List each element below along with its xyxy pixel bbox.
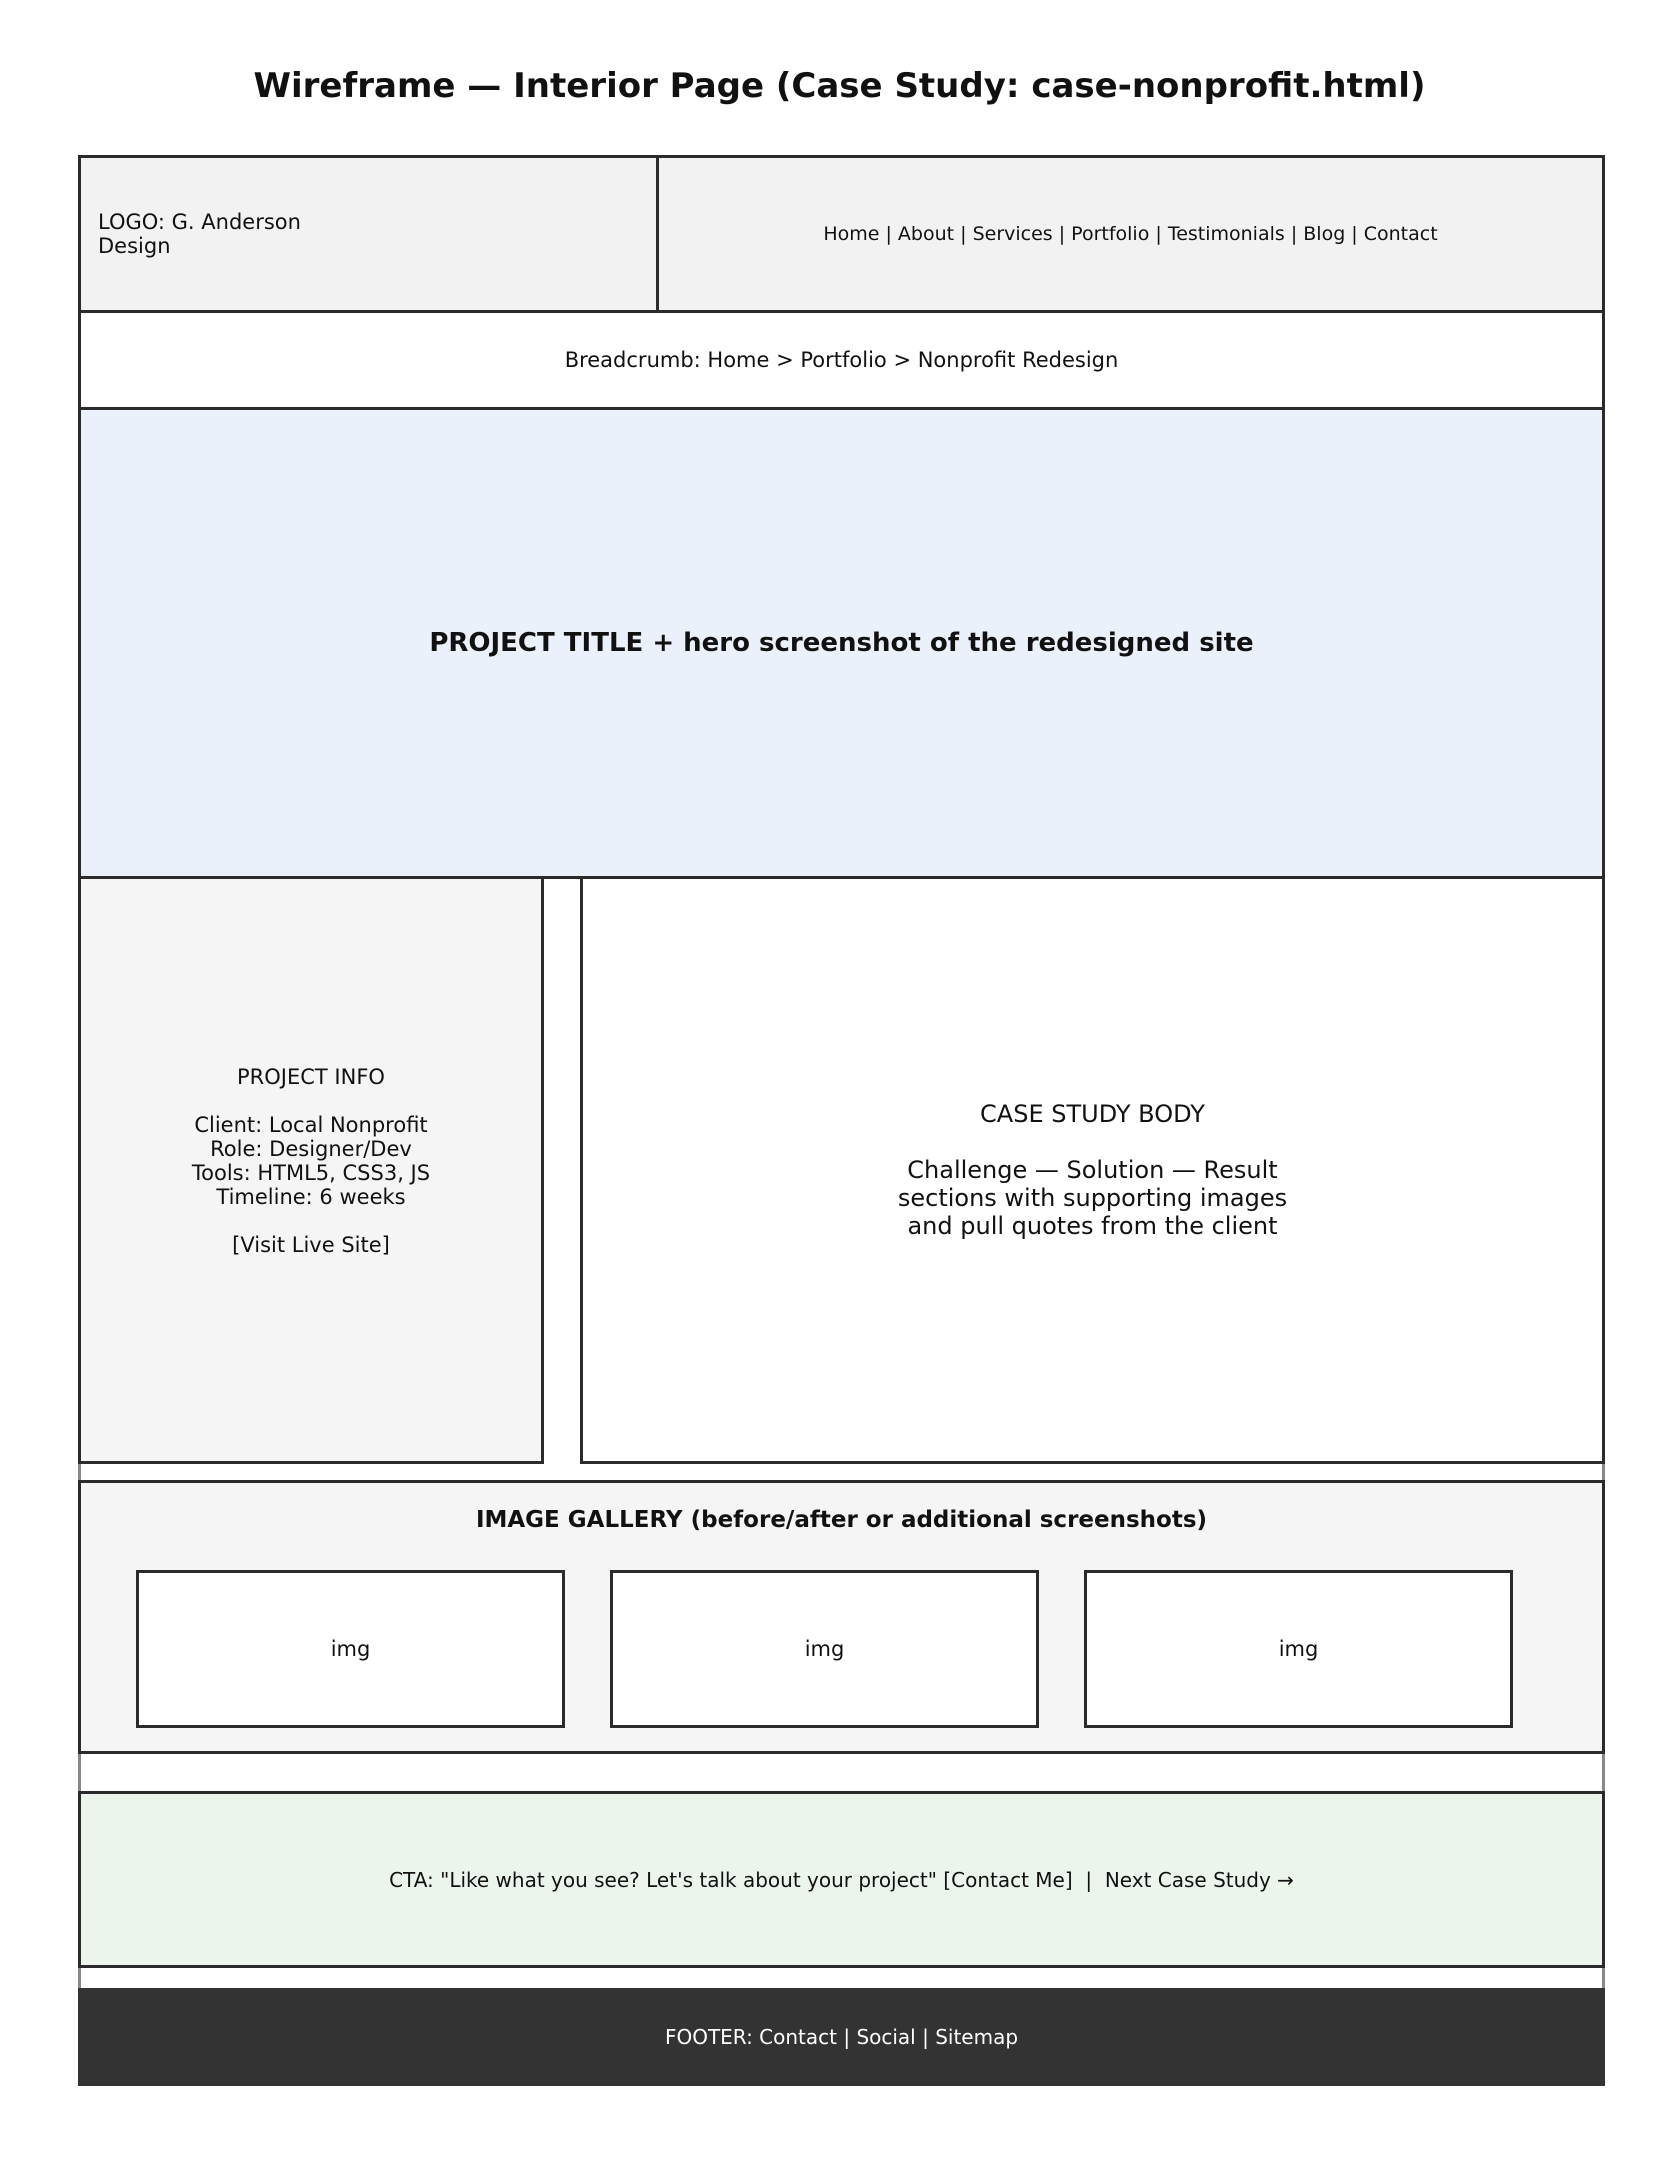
footer-label: FOOTER: Contact | Social | Sitemap bbox=[664, 2025, 1019, 2049]
gallery-image-label: img bbox=[330, 1637, 371, 1661]
hero-label: PROJECT TITLE + hero screenshot of the redesigned site bbox=[429, 628, 1254, 658]
case-study-body-heading: CASE STUDY BODY bbox=[980, 1100, 1205, 1128]
cta-label: CTA: "Like what you see? Let's talk about your project" [Contact Me] | Next Case Study → bbox=[389, 1867, 1294, 1892]
hero-block bbox=[78, 407, 1605, 879]
project-info-text bbox=[192, 1065, 430, 1257]
gallery-image-placeholder bbox=[1084, 1570, 1513, 1728]
breadcrumb-label: Breadcrumb: Home > Portfolio > Nonprofit Redesign bbox=[564, 348, 1119, 372]
image-gallery-block bbox=[78, 1480, 1605, 1754]
footer-block bbox=[78, 1988, 1605, 2086]
project-info-line: Role: Designer/Dev bbox=[210, 1137, 412, 1161]
project-info-line: Tools: HTML5, CSS3, JS bbox=[191, 1161, 431, 1185]
gallery-image-label: img bbox=[1278, 1637, 1319, 1661]
project-info-line: Timeline: 6 weeks bbox=[216, 1185, 406, 1209]
gallery-image-label: img bbox=[804, 1637, 845, 1661]
case-study-body-text bbox=[898, 1100, 1287, 1240]
case-study-body-block bbox=[580, 876, 1605, 1464]
case-study-body-line: Challenge — Solution — Result bbox=[907, 1156, 1278, 1184]
project-info-heading: PROJECT INFO bbox=[237, 1065, 385, 1089]
project-info-block bbox=[78, 876, 544, 1464]
header-logo-block bbox=[78, 155, 659, 313]
logo-label: LOGO: G. Anderson Design bbox=[98, 210, 301, 258]
case-study-body-line: and pull quotes from the client bbox=[907, 1212, 1278, 1240]
image-gallery-title: IMAGE GALLERY (before/after or additional screenshots) bbox=[475, 1507, 1208, 1533]
diagram-title: Wireframe — Interior Page (Case Study: case-nonprofit.html) bbox=[253, 66, 1426, 106]
visit-live-site-label: [Visit Live Site] bbox=[232, 1233, 390, 1257]
nav-label: Home | About | Services | Portfolio | Testimonials | Blog | Contact bbox=[823, 223, 1438, 245]
cta-block bbox=[78, 1791, 1605, 1968]
gallery-image-placeholder bbox=[610, 1570, 1039, 1728]
breadcrumb-block bbox=[78, 310, 1605, 410]
project-info-line: Client: Local Nonprofit bbox=[194, 1113, 428, 1137]
gallery-image-placeholder bbox=[136, 1570, 565, 1728]
case-study-body-line: sections with supporting images bbox=[897, 1184, 1288, 1212]
header-nav-block bbox=[656, 155, 1605, 313]
